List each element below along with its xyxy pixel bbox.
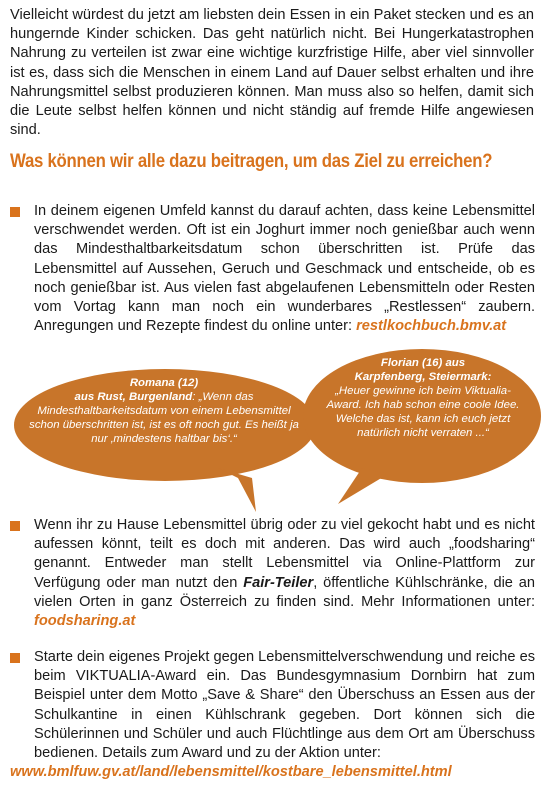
bullet-body: Starte dein eigenes Projekt gegen Lebensmittelverschwendung und reiche es beim VIKTUALIA-Award ein. Das Bundesgymnasium Dornbirn hat zum Beispiel unter dem Motto „Save & Share“ den Überschuss an Essen aus der Schulkantine in einen Kühlschrank gegeben. Dort können sich die Schülerinnen und Schüler und auch Flüchtlinge aus dem Ort am Überschuss bedienen. Details zum Award und zu der Aktion unter: (34, 649, 535, 762)
quote-florian-colon: : (487, 371, 492, 383)
bullet-text (34, 648, 535, 763)
fair-teiler-emphasis: Fair-Teiler (243, 574, 314, 591)
quote-romana (22, 376, 306, 446)
bullet-link-line (10, 763, 535, 782)
bullet-body-b: , öffentliche Kühlschränke, die an vielen Orten in ganz Österreich zu finden sind. Mehr Informationen unter: (34, 574, 535, 610)
foodsharing-link[interactable]: foodsharing.at (34, 613, 136, 630)
quote-florian (318, 356, 528, 440)
quote-romana-place: aus Rust, Burgenland (74, 391, 193, 403)
intro-paragraph: Vielleicht würdest du jetzt am liebsten dein Essen in ein Paket stecken und es an hungernde Kinder schicken. Das geht natürlich nicht. Bei Hungerkatastrophen Nahrung zu verteilen ist zwar eine wichtige kurzfristige Hilfe, aber viel sinnvoller ist es, dass sich die Menschen in einem Land auf Dauer selbst erhalten und ihre Nahrungsmittel selbst produzieren können. Man muss also so helfen, damit sich die Leute selbst helfen können und nicht ständig auf fremde Hilfe angewiesen sind. (10, 7, 534, 139)
bullet-body: In deinem eigenen Umfeld kannst du darauf achten, dass keine Lebensmittel verschwendet werden. Oft ist ein Joghurt immer noch genießbar auch wenn das Mindesthaltbarkeitsdatum schon überschritten ist. Prüfe das Lebensmittel auf Aussehen, Geruch und Geschmack und entscheide, ob es noch genießbar ist. Aus vielen fast abgelaufenen Lebensmitteln oder Resten vom Vortag kann man noch ein wunderbares „Restlessen“ zaubern. Anregungen und Rezepte findest du online unter: (34, 203, 535, 335)
bullet-body-a: Wenn ihr zu Hause Lebensmittel übrig oder zu viel gekocht habt und es nicht aufessen könnt, teilt es doch mit anderen. Das wird auch „foodsharing“ genannt. Entweder man stellt Lebensmittel via Online-Plattform zur Verfügung oder man nutzt den (34, 517, 535, 591)
section-heading: Was können wir alle dazu beitragen, um das Ziel zu erreichen? (10, 150, 493, 172)
bullet-item-foodsharing (10, 516, 535, 631)
restlkochbuch-link[interactable]: restlkochbuch.bmv.at (356, 318, 507, 335)
quote-romana-text: „Wenn das Mindesthaltbarkeitsdatum von einem Lebensmittel schon überschritten ist, ist es oft noch gut. Es heißt ja nur ‚mindestens haltbar bis‘.“ (29, 391, 299, 445)
bullet-square-icon (10, 521, 20, 531)
bullet-item-viktualia (10, 648, 535, 782)
florian-bubble-tail (338, 468, 388, 504)
quote-florian-text: „Heuer gewinne ich beim Viktualia-Award. Ich hab schon eine coole Idee. Welche das ist, kann ich euch jetzt natürlich nicht verraten ...“ (326, 385, 520, 439)
quote-florian-name: Florian (16) aus (380, 357, 466, 369)
quote-florian-place: Karpfenberg, Steiermark (354, 371, 488, 383)
bmlfuw-link[interactable]: www.bmlfuw.gv.at/land/lebensmittel/kostbare_lebensmittel.html (10, 764, 452, 781)
quote-romana-colon: : (192, 391, 199, 403)
quote-romana-name: Romana (12) (129, 377, 199, 389)
bullet-text (34, 516, 535, 631)
bullet-square-icon (10, 653, 20, 663)
